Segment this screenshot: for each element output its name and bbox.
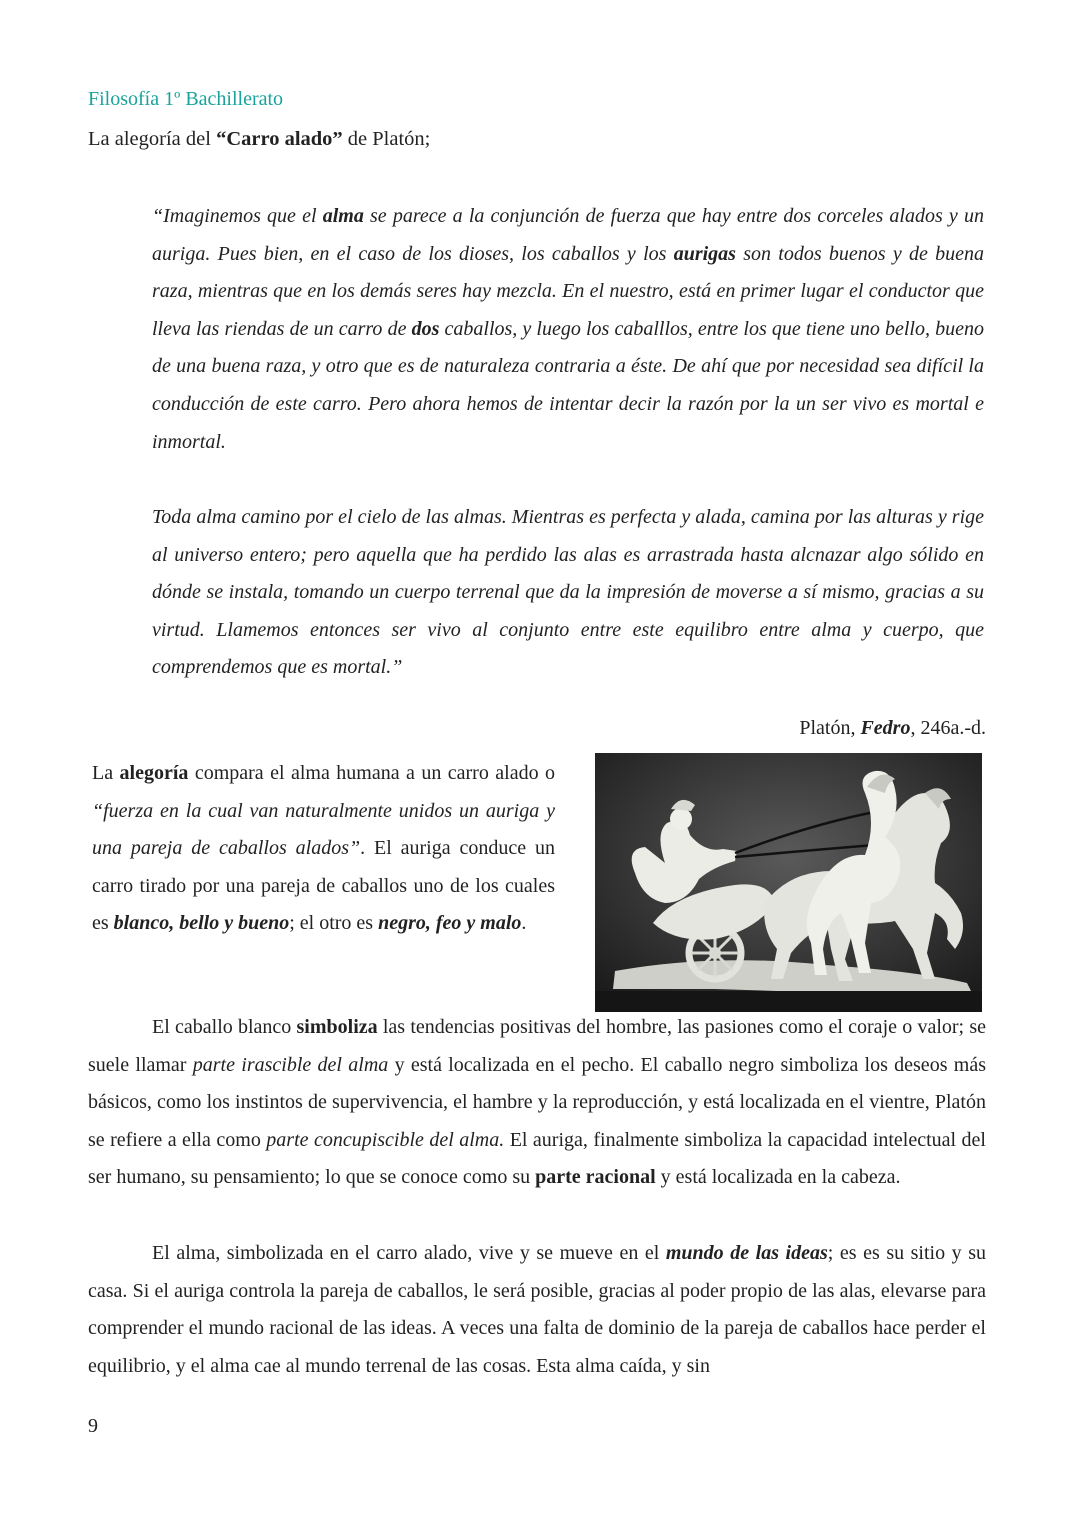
world-of-ideas-paragraph: El alma, simbolizada en el carro alado, vive y se mueve en el mundo de las ideas; es es su sitio y su casa. Si el auriga controla la pareja de caballos, le será posible, gracias al poder propio de las alas, elevarse para comprender el mundo racional de las ideas. A veces una falta de dominio de la pareja de caballos hace perder el equilibrio, y el alma cae al mundo terrenal de las cosas. Esta alma caída, y sin (88, 1242, 986, 1377)
plato-quote-paragraph-2: Toda alma camino por el cielo de las almas. Mientras es perfecta y alada, camina por las alturas y rige al universo entero; pero aquella que ha perdido las alas es arrastrada hasta alcnazar algo sólido en dónde se instala, tomando un cuerpo terrenal que da la impresión de moverse a sí mismo, gracias a su virtud. Llamemos entonces ser vivo al conjunto entre este equilibro entre alma y cuerpo, que comprendemos que es mortal.” (152, 506, 984, 679)
quote-attribution: Platón, Fedro, 246a.-d. (799, 717, 986, 739)
course-header: Filosofía 1º Bachillerato (88, 88, 284, 110)
section-title: La alegoría del “Carro alado” de Platón; (88, 128, 431, 150)
plato-quote-paragraph-1: “Imaginemos que el alma se parece a la conjunción de fuerza que hay entre dos corceles alados y un auriga. Pues bien, en el caso de los dioses, los caballos y los aurigas son todos buenos y de buena raza, mientras que en los demás seres hay mezcla. En el nuestro, está en primer lugar el conductor que lleva las riendas de un carro de dos caballos, y luego los caballlos, entre los que tiene uno bello, bueno de una buena raza, y otro que es de naturaleza contraria a éste. De ahí que por necesidad sea difícil la conducción de este carro. Pero ahora hemos de intentar decir la razón por la un ser vivo es mortal e inmortal. (152, 205, 984, 453)
chariot-sculpture-image (595, 753, 982, 1012)
symbolism-paragraph: El caballo blanco simboliza las tendencias positivas del hombre, las pasiones como el coraje o valor; se suele llamar parte irascible del alma y está localizada en el pecho. El caballo negro simboliza los deseos más básicos, como los instintos de supervivencia, el hambre y la reproducción, y está localizada en el vientre, Platón se refiere a ella como parte concupiscible del alma. El auriga, finalmente simboliza la capacidad intelectual del ser humano, su pensamiento; lo que se conoce como su parte racional y está localizada en la cabeza. (88, 1016, 986, 1189)
allegory-intro-paragraph: La alegoría compara el alma humana a un carro alado o “fuerza en la cual van naturalmente unidos un auriga y una pareja de caballos alados”. El auriga conduce un carro tirado por una pareja de caballos uno de los cuales es blanco, bello y bueno; el otro es negro, feo y malo. (92, 762, 555, 935)
page-number: 9 (88, 1415, 98, 1437)
chariot-sculpture-illustration (595, 753, 982, 1012)
